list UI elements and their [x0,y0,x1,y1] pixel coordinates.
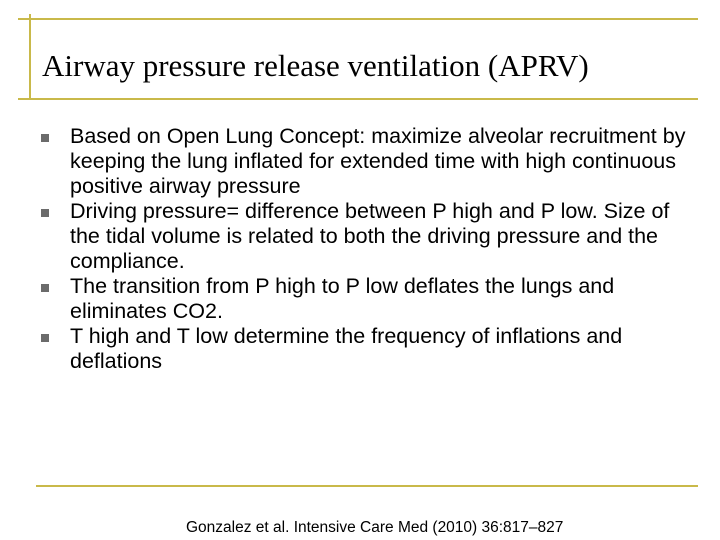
square-bullet-icon [41,134,49,142]
bullet-item [38,124,698,199]
bullet-list [38,124,698,374]
frame-vertical-rule [29,14,31,98]
bullet-item [38,324,698,374]
square-bullet-icon [41,284,49,292]
slide-title: Airway pressure release ventilation (APRV) [42,48,589,83]
bullet-text: Driving pressure= difference between P high and P low. Size of the tidal volume is related to both the driving pressure and the compliance. [70,199,670,273]
bullet-text: The transition from P high to P low deflates the lungs and eliminates CO2. [70,274,615,323]
square-bullet-icon [41,334,49,342]
bullet-item [38,274,698,324]
bullet-text: Based on Open Lung Concept: maximize alveolar recruitment by keeping the lung inflated for extended time with high continuous positive airway pressure [70,124,686,198]
square-bullet-icon [41,209,49,217]
citation: Gonzalez et al. Intensive Care Med (2010) 36:817–827 [186,519,564,536]
frame-top-rule [18,18,698,20]
title-underline-rule [18,98,698,100]
bullet-item [38,199,698,274]
bullet-text: T high and T low determine the frequency of inflations and deflations [70,324,623,373]
footer-rule [36,485,698,487]
